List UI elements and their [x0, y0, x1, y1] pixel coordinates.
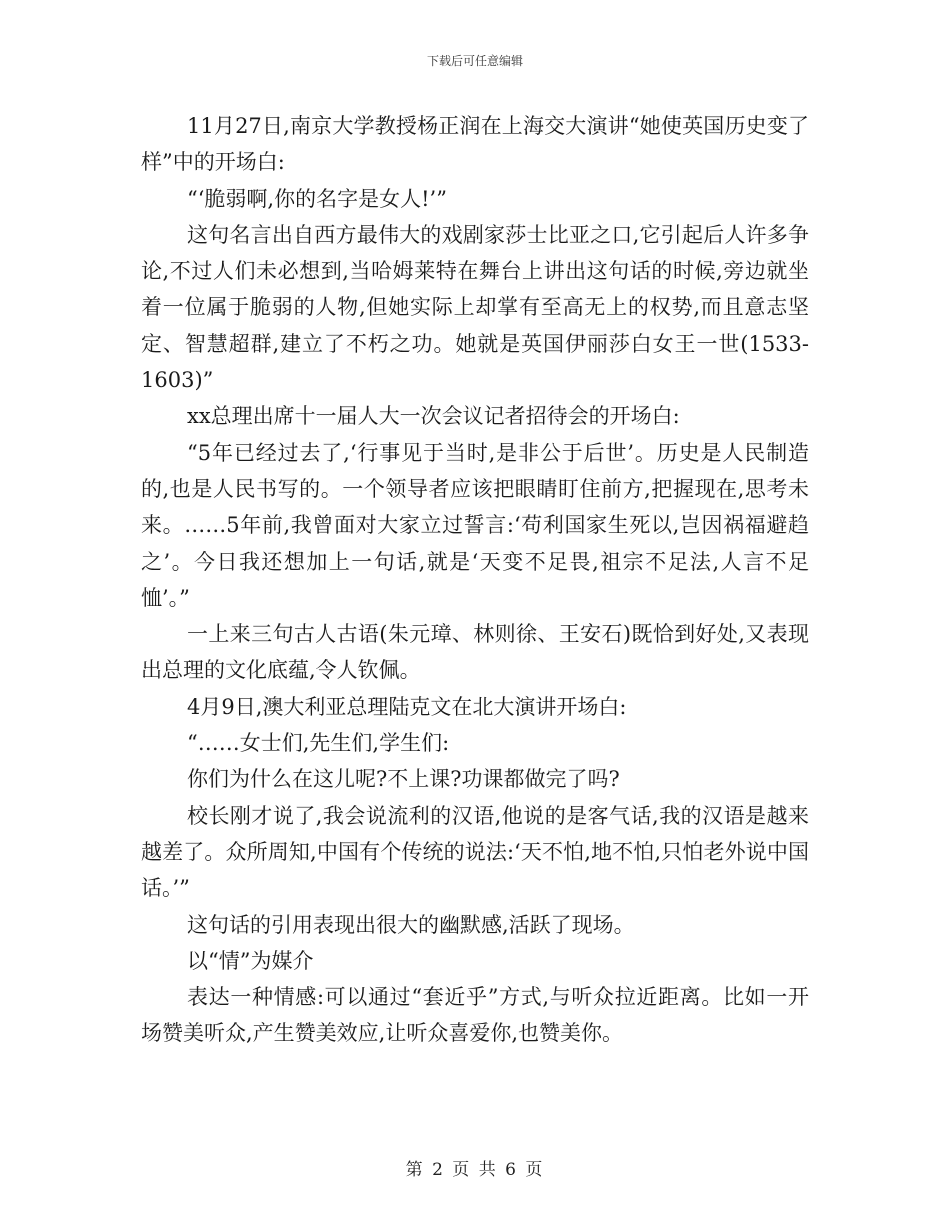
- paragraph: 你们为什么在这儿呢?不上课?功课都做完了吗?: [187, 767, 620, 792]
- paragraph: 这句话的引用表现出很大的幽默感,活跃了现场。: [187, 912, 635, 937]
- page-header: 下载后可任意编辑: [426, 54, 523, 68]
- paragraph: “‘脆弱啊,你的名字是女人!’”: [187, 186, 447, 211]
- paragraph: 这句名言出自西方最伟大的戏剧家莎士比亚之口,它引起后人许多争论,不过人们未必想到,当哈姆莱特在舞台上讲出这句话的时候,旁边就坐着一位属于脆弱的人物,但她实际上却掌有至高无上的权势,而且意志坚定、智慧超群,建立了不朽之功。她就是英国伊丽莎白女王一世(1533-1603)”: [141, 222, 809, 393]
- paragraph: 4月9日,澳大利亚总理陆克文在北大演讲开场白:: [187, 694, 627, 719]
- paragraph: “5年已经过去了,‘行事见于当时,是非公于后世’。历史是人民制造的,也是人民书写的。一个领导者应该把眼睛盯住前方,把握现在,思考未来。……5年前,我曾面对大家立过誓言:‘苟利国家生死以,岂因祸福避趋之’。今日我还想加上一句话,就是‘天变不足畏,祖宗不足法,人言不足恤’。”: [141, 440, 809, 610]
- paragraph: “……女士们,先生们,学生们:: [187, 731, 450, 756]
- page-number: 第 2 页 共 6 页: [405, 1160, 545, 1180]
- paragraph: 校长刚才说了,我会说流利的汉语,他说的是客气话,我的汉语是越来越差了。众所周知,中国有个传统的说法:‘天不怕,地不怕,只怕老外说中国话。’”: [141, 803, 809, 901]
- paragraph: xx总理出席十一届人大一次会议记者招待会的开场白:: [187, 404, 680, 429]
- paragraph: 表达一种情感:可以通过“套近乎”方式,与听众拉近距离。比如一开场赞美听众,产生赞美效应,让听众喜爱你,也赞美你。: [141, 985, 809, 1046]
- document-body: [141, 108, 809, 1052]
- paragraph: 11月27日,南京大学教授杨正润在上海交大演讲“她使英国历史变了样”中的开场白:: [141, 114, 809, 175]
- paragraph: 以“情”为媒介: [187, 948, 314, 973]
- paragraph: 一上来三句古人古语(朱元璋、林则徐、王安石)既恰到好处,又表现出总理的文化底蕴,令人钦佩。: [141, 622, 809, 683]
